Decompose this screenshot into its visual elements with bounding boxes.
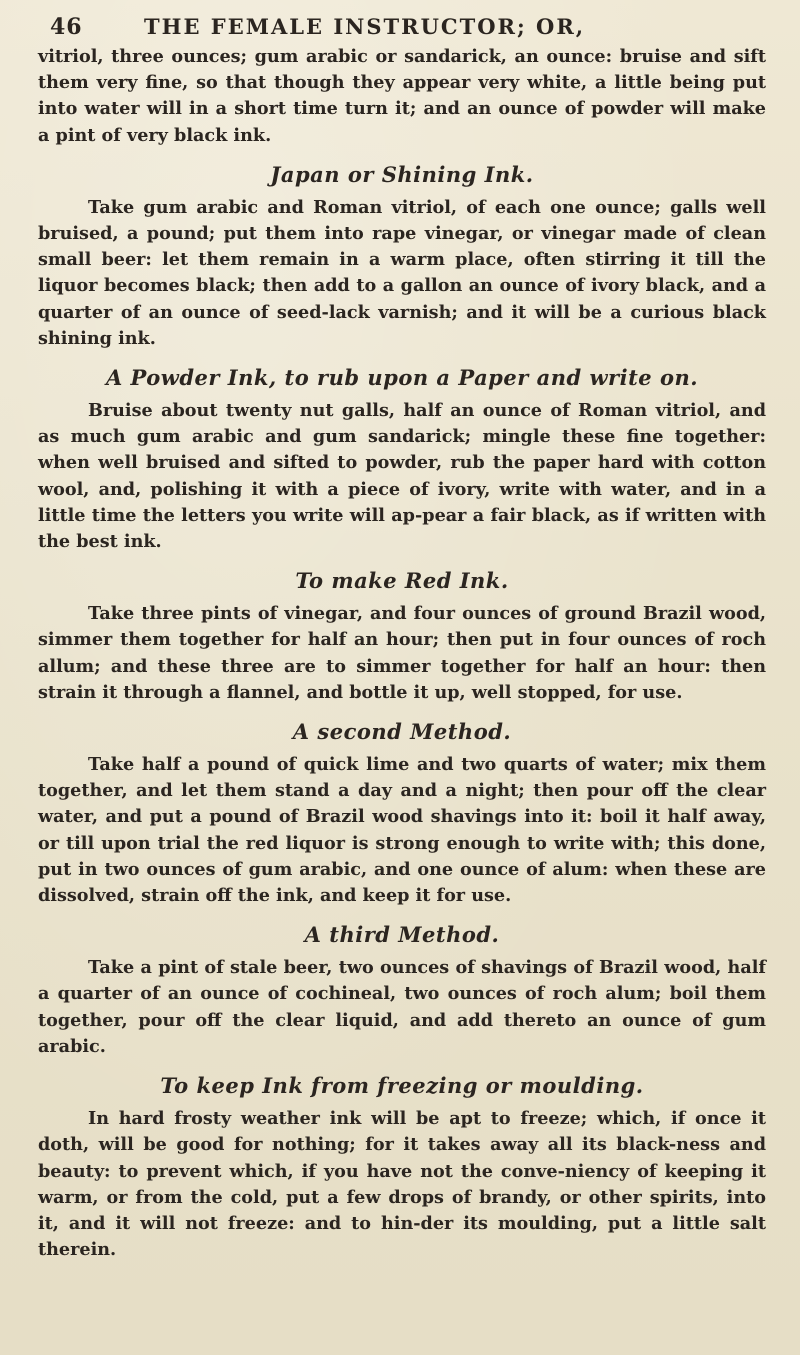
body-paragraph: Take a pint of stale beer, two ounces of shavings of Brazil wood, half a quarter of an ounce of cochineal, two ounces of roch alum; boil them together, pour off the clear liquid, and add thereto an ounce of gum arabic.	[38, 957, 766, 1057]
section-red-ink	[38, 567, 766, 706]
section-keep-ink	[38, 1072, 766, 1263]
body-paragraph: Take half a pound of quick lime and two quarts of water; mix them together, and let them stand a day and a night; then pour off the clear water, and put a pound of Brazil wood shavings into it: boil it half away, or till upon trial the red liquor is strong enough to write with; this done, put in two ounces of gum arabic, and one ounce of alum: when these are dissolved, strain off the ink, and keep it for use.	[38, 754, 766, 907]
section-japan-ink	[38, 161, 766, 352]
body-paragraph: In hard frosty weather ink will be apt to freeze; which, if once it doth, will be good for nothing; for it takes away all its black-ness and beauty: to prevent which, if you have not the conve-niency of keeping it warm, or from the cold, put a few drops of brandy, or other spirits, into it, and it will not freeze: and to hin-der its moulding, put a little salt therein.	[38, 1108, 766, 1261]
running-head	[38, 14, 766, 44]
section-heading: A Powder Ink, to rub upon a Paper and write on.	[105, 365, 699, 391]
section-second-method	[38, 718, 766, 909]
body-paragraph: vitriol, three ounces; gum arabic or sandarick, an ounce: bruise and sift them very fine, so that though they appear very white, a little being put into water will in a short time turn it; and an ounce of powder will make a pint of very black ink.	[38, 46, 766, 146]
body-paragraph: Take three pints of vinegar, and four ounces of ground Brazil wood, simmer them together for half an hour; then put in four ounces of roch allum; and these three are to simmer together for half an hour: then strain it through a flannel, and bottle it up, well stopped, for use.	[38, 603, 766, 703]
section-heading: Japan or Shining Ink.	[270, 161, 534, 187]
section-heading: A third Method.	[304, 922, 500, 948]
page-number: 46	[50, 14, 83, 40]
section-heading: To keep Ink from freezing or moulding.	[160, 1073, 644, 1099]
section-powder-ink	[38, 364, 766, 555]
running-title: THE FEMALE INSTRUCTOR; OR,	[144, 14, 586, 39]
body-paragraph: Bruise about twenty nut galls, half an ounce of Roman vitriol, and as much gum arabic and gum sandarick; mingle these fine together: when well bruised and sifted to powder, rub the paper hard with cotton wool, and, polishing it with a piece of ivory, write with water, and in a little time the letters you write will ap-pear a fair black, as if written with the best ink.	[38, 400, 766, 553]
section-heading: A second Method.	[292, 719, 512, 745]
section-heading: To make Red Ink.	[295, 568, 509, 594]
body-paragraph: Take gum arabic and Roman vitriol, of each one ounce; galls well bruised, a pound; put them into rape vinegar, or vinegar made of clean small beer: let them remain in a warm place, often stirring it till the liquor becomes black; then add to a gallon an ounce of ivory black, and a quarter of an ounce of seed-lack varnish; and it will be a curious black shining ink.	[38, 196, 766, 349]
section-continued-recipe	[38, 44, 766, 149]
section-third-method	[38, 921, 766, 1060]
